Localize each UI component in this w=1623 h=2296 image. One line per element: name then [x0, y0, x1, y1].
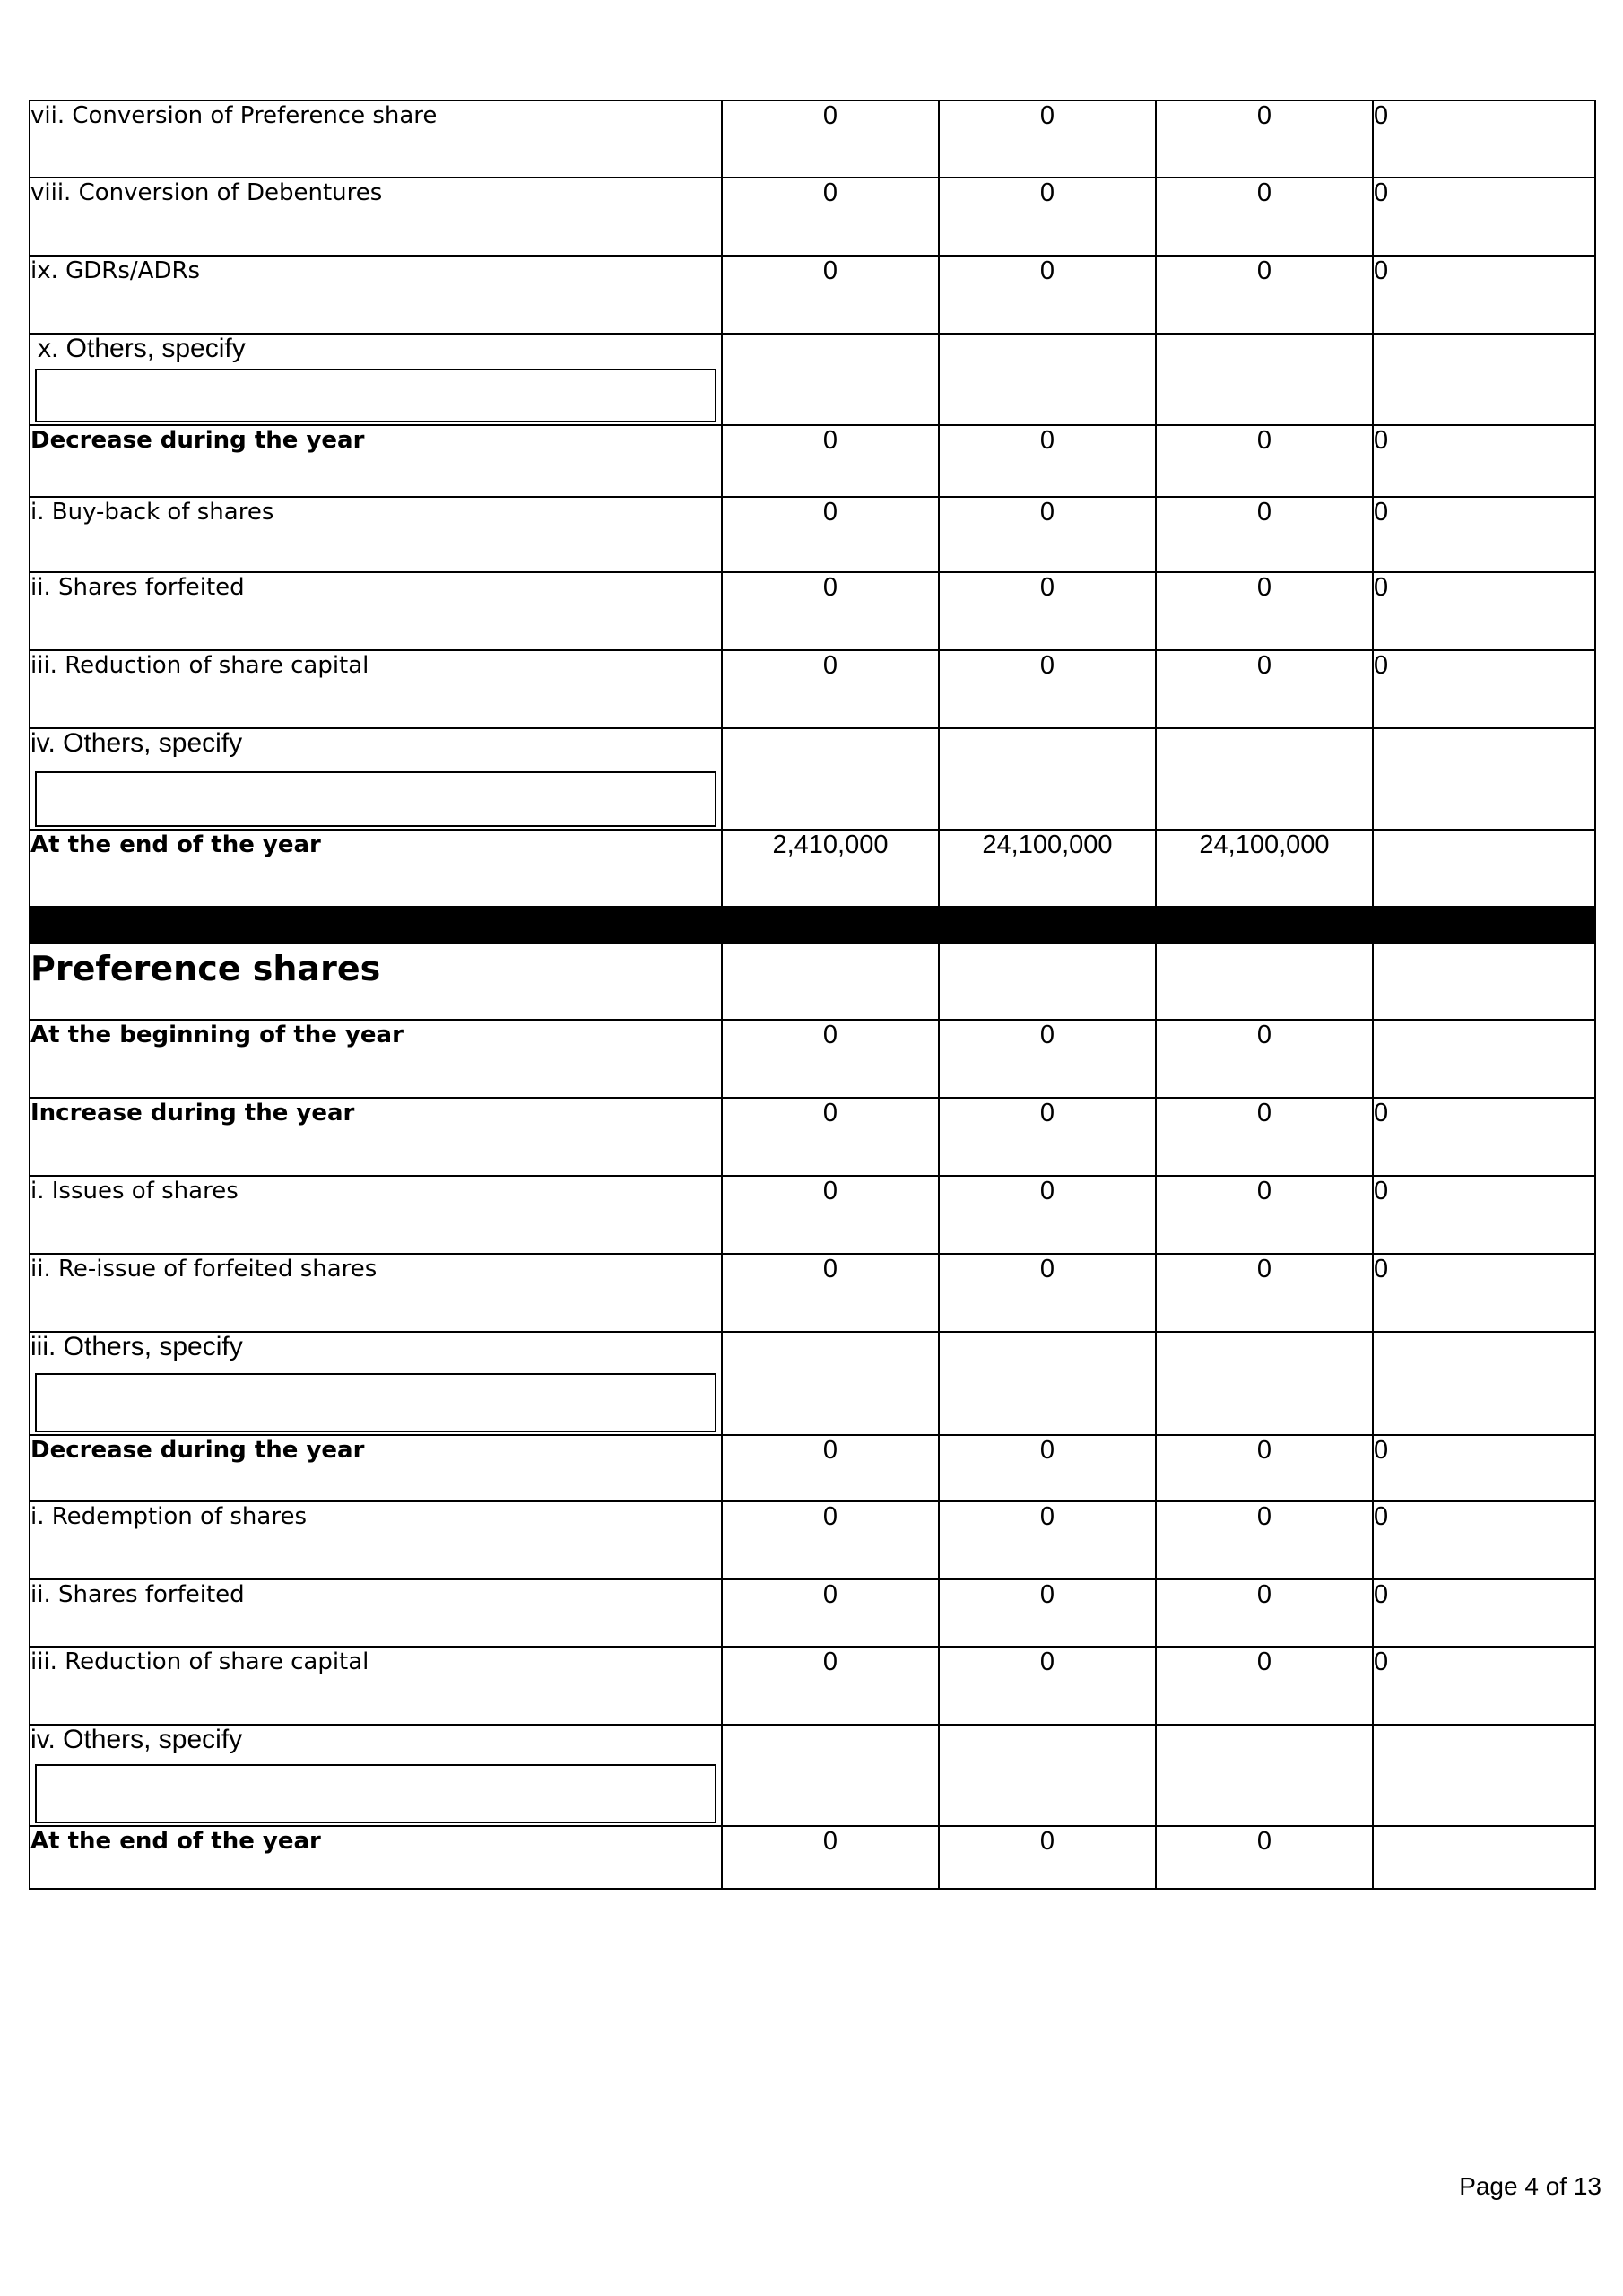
value-cell: 0 — [722, 256, 939, 334]
value-cell: 0 — [939, 1647, 1156, 1725]
table-row — [30, 1725, 1595, 1826]
value-cell: 0 — [722, 497, 939, 572]
row-label: iv. Others, specify — [30, 1725, 243, 1754]
value-cell: 0 — [1373, 497, 1595, 572]
table-row — [30, 1098, 1595, 1176]
row-label: ix. GDRs/ADRs — [30, 256, 722, 334]
value-cell: 0 — [1373, 1579, 1595, 1647]
share-capital-table — [29, 100, 1596, 1890]
table-row — [30, 178, 1595, 256]
row-label: viii. Conversion of Debentures — [30, 178, 722, 256]
row-label: i. Redemption of shares — [30, 1501, 722, 1579]
value-cell: 0 — [1373, 1254, 1595, 1332]
row-label: At the beginning of the year — [30, 1020, 722, 1098]
value-cell — [1373, 943, 1595, 1020]
value-cell: 0 — [1373, 1647, 1595, 1725]
value-cell: 0 — [1156, 1435, 1373, 1501]
value-cell: 0 — [722, 1098, 939, 1176]
row-label: iii. Others, specify — [30, 1332, 243, 1361]
value-cell — [1373, 728, 1595, 830]
value-cell: 0 — [939, 1579, 1156, 1647]
value-cell: 0 — [939, 425, 1156, 497]
value-cell — [722, 943, 939, 1020]
row-label: i. Buy-back of shares — [30, 497, 722, 572]
value-cell: 0 — [1373, 1176, 1595, 1254]
table-row — [30, 1254, 1595, 1332]
value-cell — [1373, 1725, 1595, 1826]
row-label: vii. Conversion of Preference share — [30, 100, 722, 178]
row-label: i. Issues of shares — [30, 1176, 722, 1254]
table-row — [30, 100, 1595, 178]
value-cell: 0 — [939, 1435, 1156, 1501]
value-cell: 0 — [1373, 425, 1595, 497]
value-cell — [722, 1332, 939, 1435]
value-cell: 0 — [722, 572, 939, 650]
value-cell — [939, 334, 1156, 425]
value-cell: 0 — [939, 1176, 1156, 1254]
table-row — [30, 334, 1595, 425]
row-label: ii. Shares forfeited — [30, 1579, 722, 1647]
value-cell: 0 — [1156, 1647, 1373, 1725]
value-cell — [939, 1725, 1156, 1826]
table-row — [30, 1579, 1595, 1647]
row-label: ii. Shares forfeited — [30, 572, 722, 650]
value-cell: 0 — [722, 1435, 939, 1501]
value-cell: 0 — [939, 1254, 1156, 1332]
row-label: Decrease during the year — [30, 425, 722, 497]
value-cell — [1373, 830, 1595, 907]
value-cell: 0 — [1156, 1826, 1373, 1889]
value-cell: 24,100,000 — [939, 830, 1156, 907]
value-cell: 0 — [1156, 1254, 1373, 1332]
table-row — [30, 728, 1595, 830]
table-row — [30, 497, 1595, 572]
section-header-row — [30, 943, 1595, 1020]
value-cell: 0 — [939, 256, 1156, 334]
section-divider — [30, 907, 1595, 943]
value-cell: 0 — [722, 425, 939, 497]
value-cell: 0 — [722, 1501, 939, 1579]
row-label: Decrease during the year — [30, 1435, 722, 1501]
value-cell — [1156, 1725, 1373, 1826]
specify-input[interactable] — [35, 1764, 716, 1823]
value-cell: 0 — [1373, 178, 1595, 256]
table-row — [30, 1020, 1595, 1098]
others-specify-cell — [30, 1332, 722, 1435]
value-cell — [722, 334, 939, 425]
value-cell: 0 — [1156, 1098, 1373, 1176]
section-heading: Preference shares — [30, 943, 722, 1020]
value-cell: 0 — [1156, 1176, 1373, 1254]
table-row — [30, 256, 1595, 334]
table-row — [30, 1647, 1595, 1725]
value-cell — [1156, 943, 1373, 1020]
table-row — [30, 1826, 1595, 1889]
value-cell: 0 — [939, 1020, 1156, 1098]
value-cell — [722, 1725, 939, 1826]
value-cell: 0 — [1156, 1020, 1373, 1098]
value-cell: 0 — [722, 1176, 939, 1254]
value-cell: 0 — [1156, 100, 1373, 178]
table-row — [30, 1435, 1595, 1501]
value-cell: 0 — [1156, 1579, 1373, 1647]
row-label: At the end of the year — [30, 1826, 722, 1889]
table-row — [30, 1176, 1595, 1254]
value-cell: 2,410,000 — [722, 830, 939, 907]
value-cell: 0 — [1156, 650, 1373, 728]
table-row — [30, 830, 1595, 907]
value-cell: 0 — [1156, 497, 1373, 572]
value-cell: 0 — [1156, 572, 1373, 650]
value-cell: 0 — [1373, 572, 1595, 650]
row-label: Increase during the year — [30, 1098, 722, 1176]
value-cell — [939, 1332, 1156, 1435]
value-cell — [1373, 1332, 1595, 1435]
value-cell: 0 — [722, 1826, 939, 1889]
value-cell: 0 — [1373, 1501, 1595, 1579]
value-cell: 0 — [722, 650, 939, 728]
value-cell: 0 — [1156, 256, 1373, 334]
value-cell: 0 — [1156, 1501, 1373, 1579]
specify-input[interactable] — [35, 1373, 716, 1432]
value-cell — [722, 728, 939, 830]
table-row — [30, 1332, 1595, 1435]
row-label: At the end of the year — [30, 830, 722, 907]
value-cell — [939, 943, 1156, 1020]
value-cell: 0 — [939, 100, 1156, 178]
specify-input[interactable] — [35, 369, 716, 422]
value-cell — [1373, 1826, 1595, 1889]
value-cell: 0 — [1373, 1098, 1595, 1176]
value-cell: 0 — [939, 178, 1156, 256]
table-row — [30, 572, 1595, 650]
value-cell: 0 — [722, 1647, 939, 1725]
value-cell: 0 — [1373, 650, 1595, 728]
table-row — [30, 425, 1595, 497]
value-cell — [939, 728, 1156, 830]
table-row — [30, 650, 1595, 728]
row-label: iv. Others, specify — [30, 728, 243, 758]
value-cell: 0 — [1373, 1435, 1595, 1501]
value-cell — [1156, 334, 1373, 425]
row-label: x. Others, specify — [38, 334, 246, 363]
value-cell: 0 — [722, 1254, 939, 1332]
value-cell: 0 — [1373, 100, 1595, 178]
value-cell: 0 — [722, 1020, 939, 1098]
value-cell — [1373, 1020, 1595, 1098]
value-cell: 0 — [939, 1826, 1156, 1889]
value-cell: 0 — [939, 1098, 1156, 1176]
value-cell: 0 — [939, 497, 1156, 572]
value-cell: 0 — [1156, 178, 1373, 256]
others-specify-cell — [30, 1725, 722, 1826]
value-cell: 0 — [939, 650, 1156, 728]
value-cell: 0 — [939, 572, 1156, 650]
others-specify-cell — [30, 728, 722, 830]
value-cell: 0 — [939, 1501, 1156, 1579]
table-row — [30, 1501, 1595, 1579]
row-label: ii. Re-issue of forfeited shares — [30, 1254, 722, 1332]
specify-input[interactable] — [35, 771, 716, 827]
value-cell: 0 — [722, 100, 939, 178]
row-label: iii. Reduction of share capital — [30, 650, 722, 728]
value-cell: 0 — [722, 178, 939, 256]
others-specify-cell — [30, 334, 722, 425]
value-cell — [1156, 1332, 1373, 1435]
value-cell: 0 — [1156, 425, 1373, 497]
page-number: Page 4 of 13 — [1459, 2172, 1601, 2200]
value-cell: 0 — [1373, 256, 1595, 334]
value-cell — [1156, 728, 1373, 830]
value-cell: 0 — [722, 1579, 939, 1647]
row-label: iii. Reduction of share capital — [30, 1647, 722, 1725]
value-cell: 24,100,000 — [1156, 830, 1373, 907]
value-cell — [1373, 334, 1595, 425]
